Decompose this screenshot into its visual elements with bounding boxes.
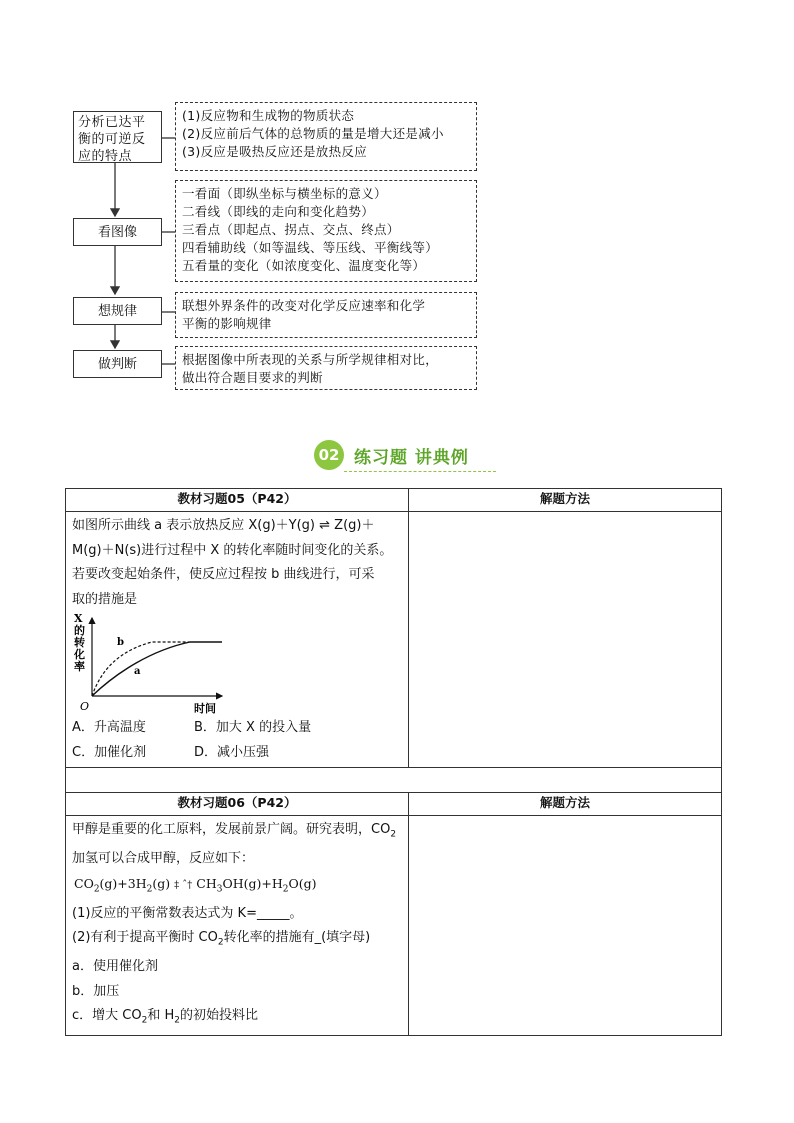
curve-b [92,642,190,696]
q2-option-c: c．增大 $CO_2$和 $H_2$的初始投料比 [72,1008,258,1026]
flow-step-view-graph [73,218,162,246]
exercise-table [65,488,722,1036]
flow-notes-think-rules [175,292,477,338]
flow-notes-analyze [175,102,477,171]
conversion-graph [72,612,402,716]
flow-step-judge-label: 做判断 [97,356,137,372]
flow-step-analyze-label: 分析已达平衡的可逆反应的特点 [78,115,146,164]
flow-step-think-rules [73,297,162,325]
q1-line: 取的措施是 [72,591,138,607]
q2-intro-2: 加氢可以合成甲醇，反应如下： [72,851,255,867]
flow-step-view-graph-label: 看图像 [97,224,137,240]
q2-intro-1: 甲醇是重要的化工原料，发展前景广阔。研究表明，$CO_2$ [72,822,397,840]
y-label-4: 化 [74,648,85,661]
q1-options-row-1 [72,716,402,741]
q1-method-body [409,512,722,768]
origin-label: O [80,700,90,713]
curve-b-label: b [117,637,124,648]
table-row [66,793,722,816]
equilibrium-arrow: ‡ ˆ† [174,879,193,891]
table-row [66,816,722,1036]
note-line: 联想外界条件的改变对化学反应速率和化学 [182,298,426,313]
q1-method-header-text: 解题方法 [539,491,590,506]
y-label-1: X [74,612,83,625]
note-line: 四看辅助线（如等温线、等压线、平衡线等） [182,240,439,255]
x-label: 时间 [194,702,216,715]
flow-step-judge [73,350,162,378]
q2-option-a: a．使用催化剂 [72,959,158,975]
note-line: 三看点（即起点、拐点、交点、终点） [182,222,400,237]
q1-options-row-2 [72,741,402,766]
note-line: (3)反应是吸热反应还是放热反应 [182,144,368,159]
q2-header [66,793,409,816]
y-label-3: 转 [74,636,85,649]
q2-method-header-text: 解题方法 [539,795,590,810]
flow-step-analyze [73,111,162,163]
y-label-5: 率 [74,660,85,673]
table-row [66,768,722,793]
section-number-badge [314,440,344,470]
conversion-graph-svg [72,612,242,716]
note-line: 一看面（即纵坐标与横坐标的意义） [182,186,387,201]
spacer-row [66,768,722,793]
note-line: (2)反应前后气体的总物质的量是增大还是减小 [182,126,444,141]
q1-body [66,512,409,768]
section-number: 02 [318,446,340,464]
y-label-2: 的 [74,624,85,637]
option-c: C．加催化剂 [72,744,147,760]
q1-header-text: 教材习题05（P42） [177,491,297,506]
note-line: 做出符合题目要求的判断 [182,370,323,385]
option-a: A．升高温度 [72,720,146,735]
q2-header-text: 教材习题06（P42） [177,795,297,810]
table-row [66,512,722,768]
q2-part-2: (2)有利于提高平衡时 $CO_2$转化率的措施有_(填字母) [72,930,371,948]
note-line: 根据图像中所表现的关系与所学规律相对比， [182,352,439,367]
q2-body [66,816,409,1036]
note-line: (1)反应物和生成物的物质状态 [182,108,355,123]
q1-line: 若要改变起始条件，使反应过程按 b 曲线进行，可采 [72,567,375,582]
section-underline [344,471,496,472]
note-line: 二看线（即线的走向和变化趋势） [182,204,375,219]
q2-method-body [409,816,722,1036]
note-line: 平衡的影响规律 [182,316,272,331]
q1-header [66,489,409,512]
q2-part-1: (1)反应的平衡常数表达式为 K=_____。 [72,905,303,921]
option-b: B．加大 X 的投入量 [194,720,312,735]
note-line: 五看量的变化（如浓度变化、温度变化等） [182,258,426,273]
q1-method-header [409,489,722,512]
flow-step-think-rules-label: 想规律 [97,303,137,319]
table-row [66,489,722,512]
flow-notes-judge [175,346,477,390]
q2-equation: $CO_2(g)+3H_2(g)$ ‡ ˆ† $CH_3OH(g)+H_2O(g)$ [74,875,317,895]
curve-a-label: a [134,666,141,677]
flow-notes-view-graph [175,180,477,282]
q2-option-b: b．加压 [72,983,120,999]
option-d: D．减小压强 [194,744,270,760]
section-heading: 练习题 讲典例 [354,448,469,468]
q1-line: M(g)＋N(s)进行过程中 X 的转化率随时间变化的关系。 [72,542,393,558]
q2-method-header [409,793,722,816]
q1-line: 如图所示曲线 a 表示放热反应 X(g)＋Y(g) ⇌ Z(g)＋ [72,518,375,533]
